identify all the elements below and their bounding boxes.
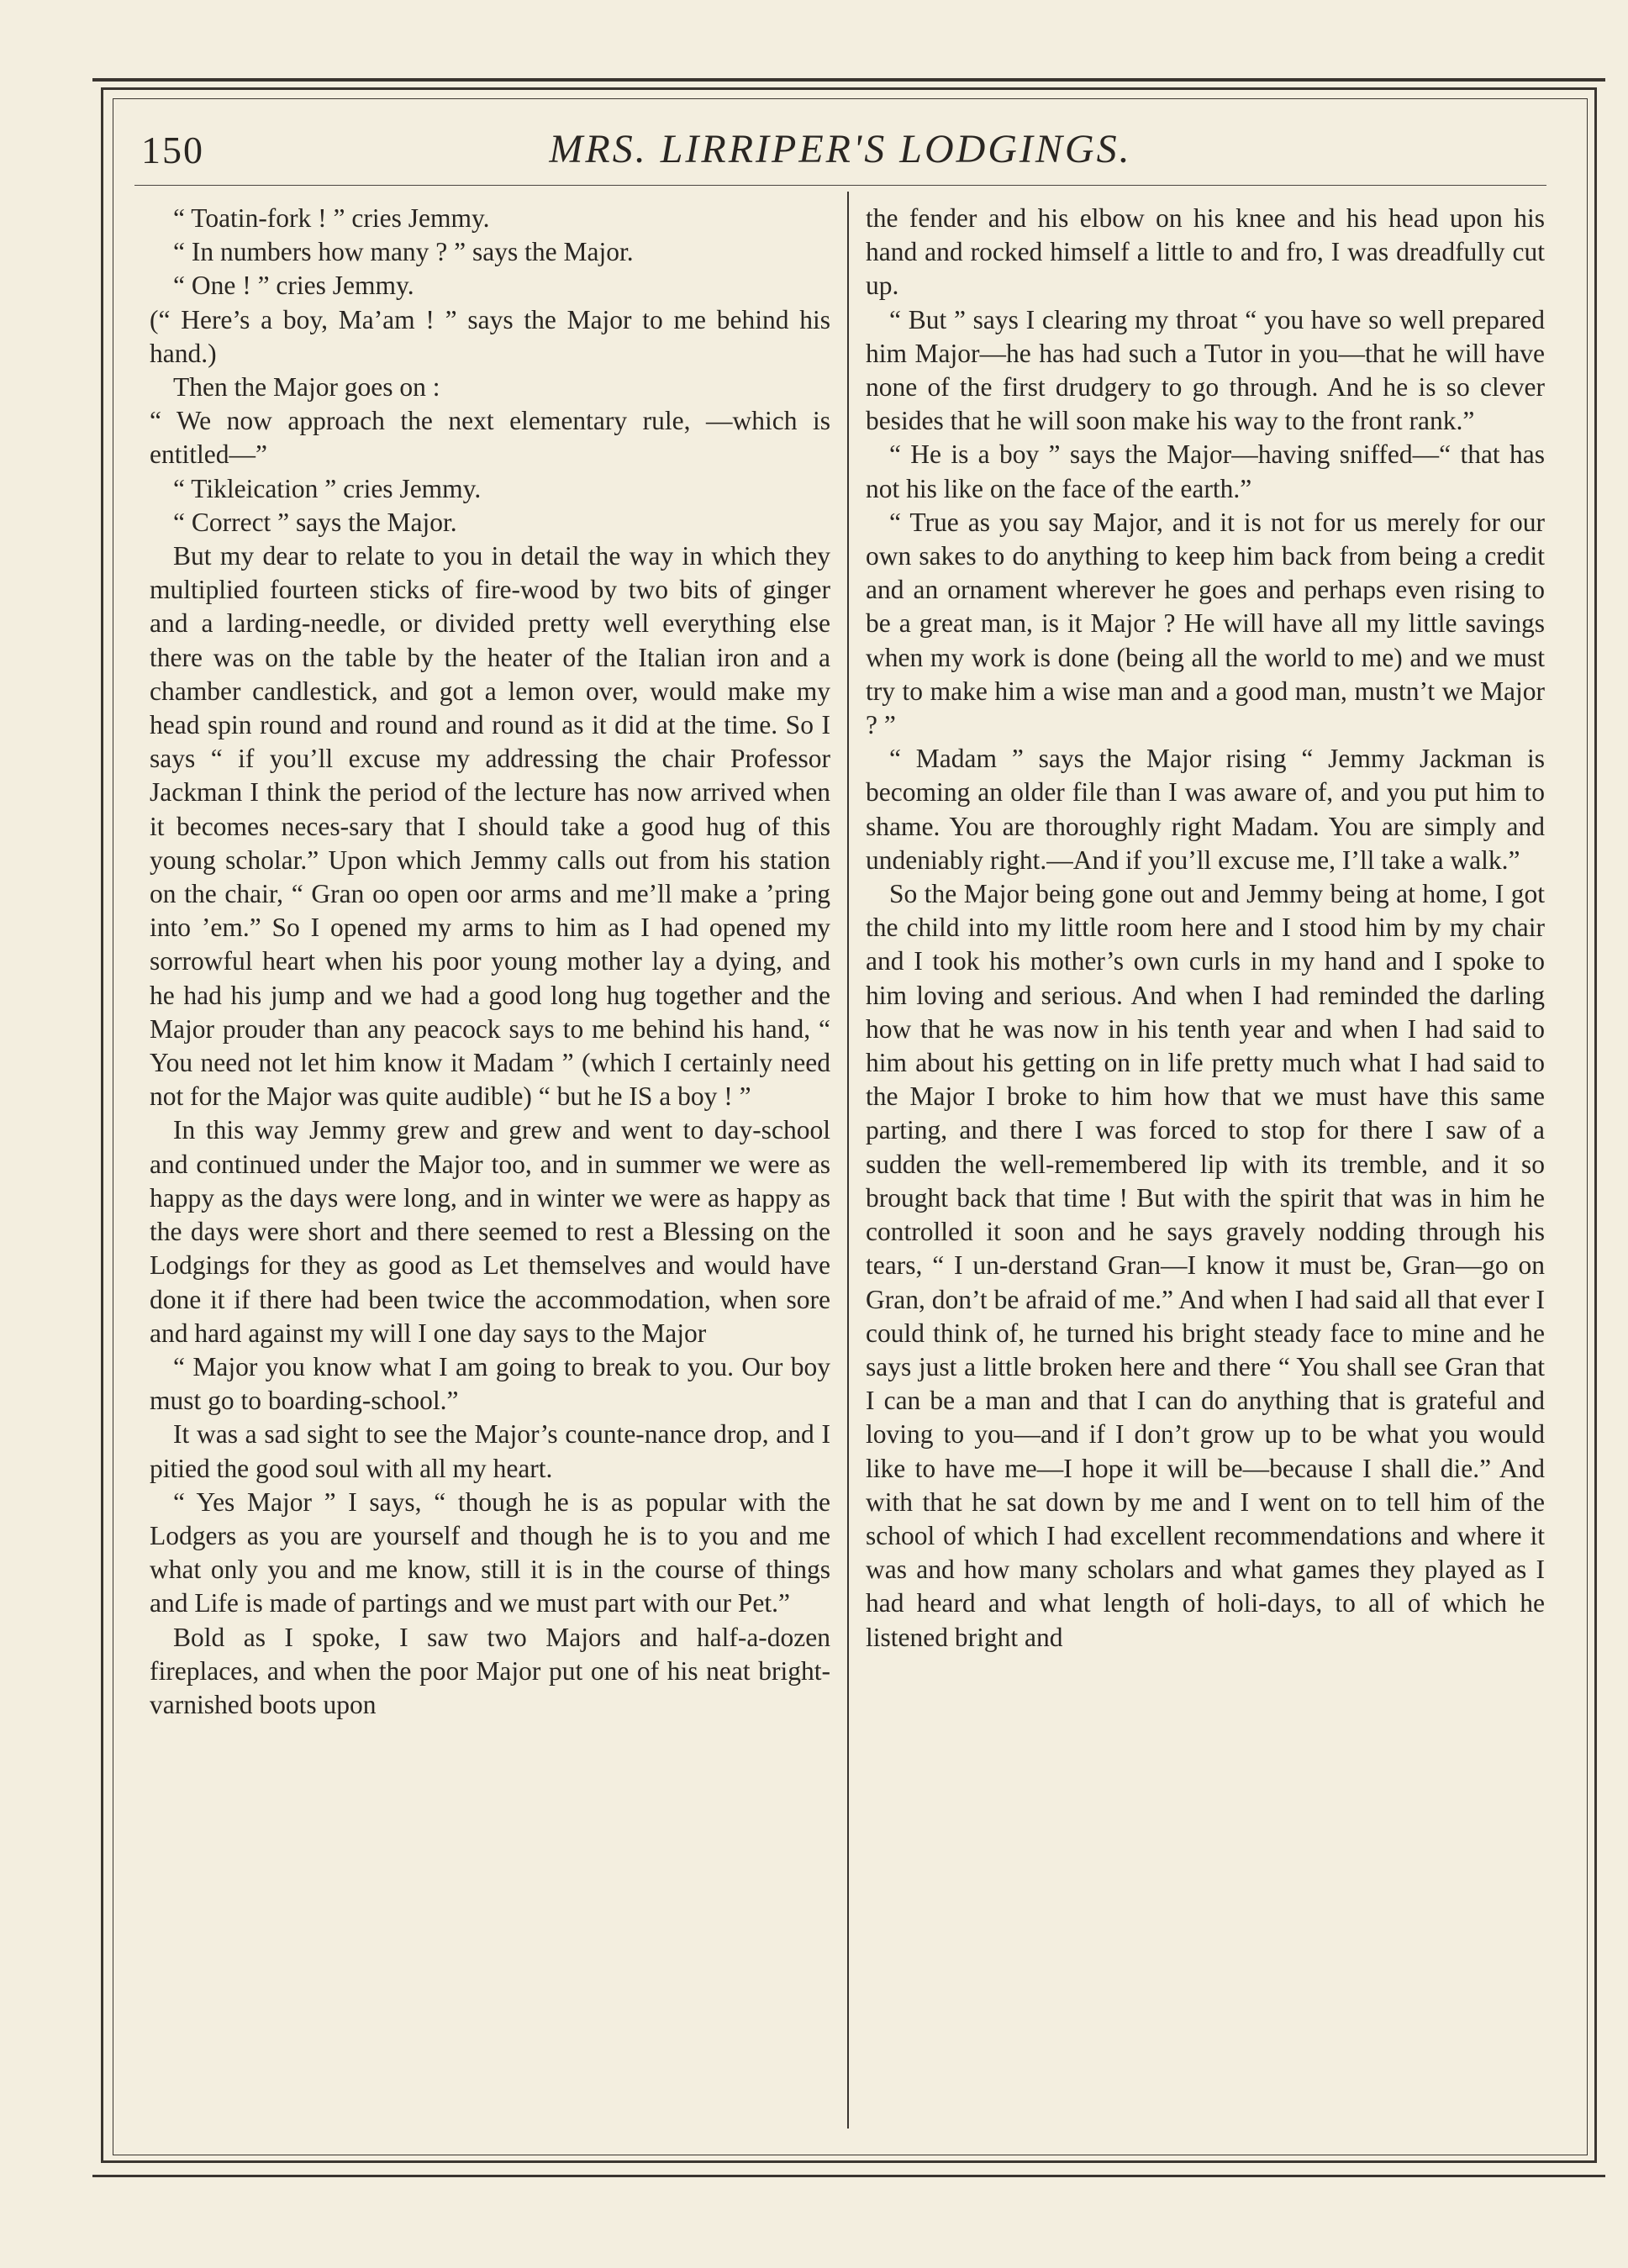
- paragraph: But my dear to relate to you in detail the way in which they multiplied fourteen sticks of fire-wood by two bits of ginger and a larding-needle, or divided pretty well everything else there was on the table by the heater of the Italian iron and a chamber candlestick, and got a lemon over, would make my head spin round and round and round as it did at the time. So I says “ if you’ll excuse my addressing the chair Professor Jackman I think the period of the lecture has now arrived when it becomes neces-sary that I should take a good hug of this young scholar.” Upon which Jemmy calls out from his station on the chair, “ Gran oo open oor arms and me’ll make a ’pring into ’em.” So I opened my arms to him as I had opened my sorrowful heart when his poor young mother lay a dying, and he had his jump and we had a good long hug together and the Major prouder than any peacock says to me behind his hand, “ You need not let him know it Madam ” (which I certainly need not for the Major was quite audible) “ but he IS a boy ! ”: [150, 541, 830, 1112]
- paragraph: “ Yes Major ” I says, “ though he is as popular with the Lodgers as you are yourself and though he is to you and me what only you and me know, still it is in the course of things and Life is made of partings and we must part with our Pet.”: [150, 1487, 830, 1618]
- paragraph: So the Major being gone out and Jemmy being at home, I got the child into my little room here and I stood him by my chair and I took his mother’s own curls in my hand and I spoke to him loving and serious. And when I had reminded the darling how that he was now in his tenth year and when I had said to him about his getting on in life pretty much what I had said to the Major I broke to him how that we must have this same parting, and there I was forced to stop for there I saw of a sudden the well-remembered lip with its tremble, and it so brought back that time ! But with the spirit that was in him he controlled it soon and he says gravely nodding through his tears, “ I un-derstand Gran—I know it must be, Gran—go on Gran, don’t be afraid of me.” And when I had said all that ever I could think of, he turned his bright steady face to mine and he says just a little broken here and there “ You shall see Gran that I can be a man and that I can do anything that is grateful and loving to you—and if I don’t grow up to be what you would like to have me—I hope it will be—because I shall die.” And with that he sat down by me and I went on to tell him of the school of which I had excellent recommendations and where it was and how many scholars and what games they played as I had heard and what length of holi-days, to all of which he listened bright and: [866, 879, 1545, 1652]
- paragraph: “ One ! ” cries Jemmy.: [173, 271, 414, 301]
- paragraph: “ He is a boy ” says the Major—having sniffed—“ that has not his like on the face of the earth.”: [866, 439, 1545, 503]
- frame-bottom-rule: [92, 2175, 1605, 2177]
- header-rule: [134, 185, 1546, 186]
- page-number: 150: [141, 129, 204, 171]
- paragraph: “ Toatin-fork ! ” cries Jemmy.: [173, 203, 490, 233]
- column-divider: [847, 192, 849, 2129]
- paragraph: “ Madam ” says the Major rising “ Jemmy Jackman is becoming an older file than I was aware of, and you put him to shame. You are thoroughly right Madam. You are simply and undeniably right.—And if you’ll excuse me, I’ll take a walk.”: [866, 744, 1545, 875]
- paragraph: “ True as you say Major, and it is not for us merely for our own sakes to do anything to keep him back from being a credit and an ornament wherever he goes and perhaps even rising to be a great man, is it Major ? He will have all my little savings when my work is done (being all the world to me) and we must try to make him a wise man and a good man, mustn’t we Major ? ”: [866, 507, 1545, 740]
- paragraph: “ Major you know what I am going to break to you. Our boy must go to boarding-school.”: [150, 1351, 830, 1416]
- left-column: [150, 202, 830, 1722]
- paragraph: “ But ” says I clearing my throat “ you have so well prepared him Major—he has had such a Tutor in you—that he will have none of the first drudgery to go through. And he is so clever besides that he will soon make his way to the front rank.”: [866, 304, 1545, 436]
- paragraph: Then the Major goes on :: [173, 372, 440, 403]
- paragraph: In this way Jemmy grew and grew and went to day-school and continued under the Major too, and in summer we were as happy as the days were long, and in winter we were as happy as the days were short and there seemed to rest a Blessing on the Lodgings for they as good as Let themselves and would have done it if there had been twice the accommodation, when sore and hard against my will I one day says to the Major: [150, 1115, 830, 1348]
- paragraph: “ We now approach the next elementary rule, —which is entitled—”: [150, 406, 830, 470]
- frame-top-rule: [92, 78, 1605, 82]
- paragraph: the fender and his elbow on his knee and his head upon his hand and rocked himself a little to and fro, I was dreadfully cut up.: [866, 203, 1545, 301]
- paragraph: (“ Here’s a boy, Ma’am ! ” says the Major to me behind his hand.): [150, 304, 830, 368]
- paragraph: “ Tikleication ” cries Jemmy.: [173, 473, 482, 503]
- right-column: [866, 202, 1545, 1655]
- paragraph: “ Correct ” says the Major.: [173, 507, 457, 537]
- running-title: MRS. LIRRIPER'S LODGINGS.: [549, 127, 1132, 171]
- paragraph: “ In numbers how many ? ” says the Major.: [173, 237, 634, 267]
- paragraph: It was a sad sight to see the Major’s counte-nance drop, and I pitied the good soul with all my heart.: [150, 1419, 830, 1483]
- paragraph: Bold as I spoke, I saw two Majors and half-a-dozen fireplaces, and when the poor Major put one of his neat bright-varnished boots upon: [150, 1622, 830, 1719]
